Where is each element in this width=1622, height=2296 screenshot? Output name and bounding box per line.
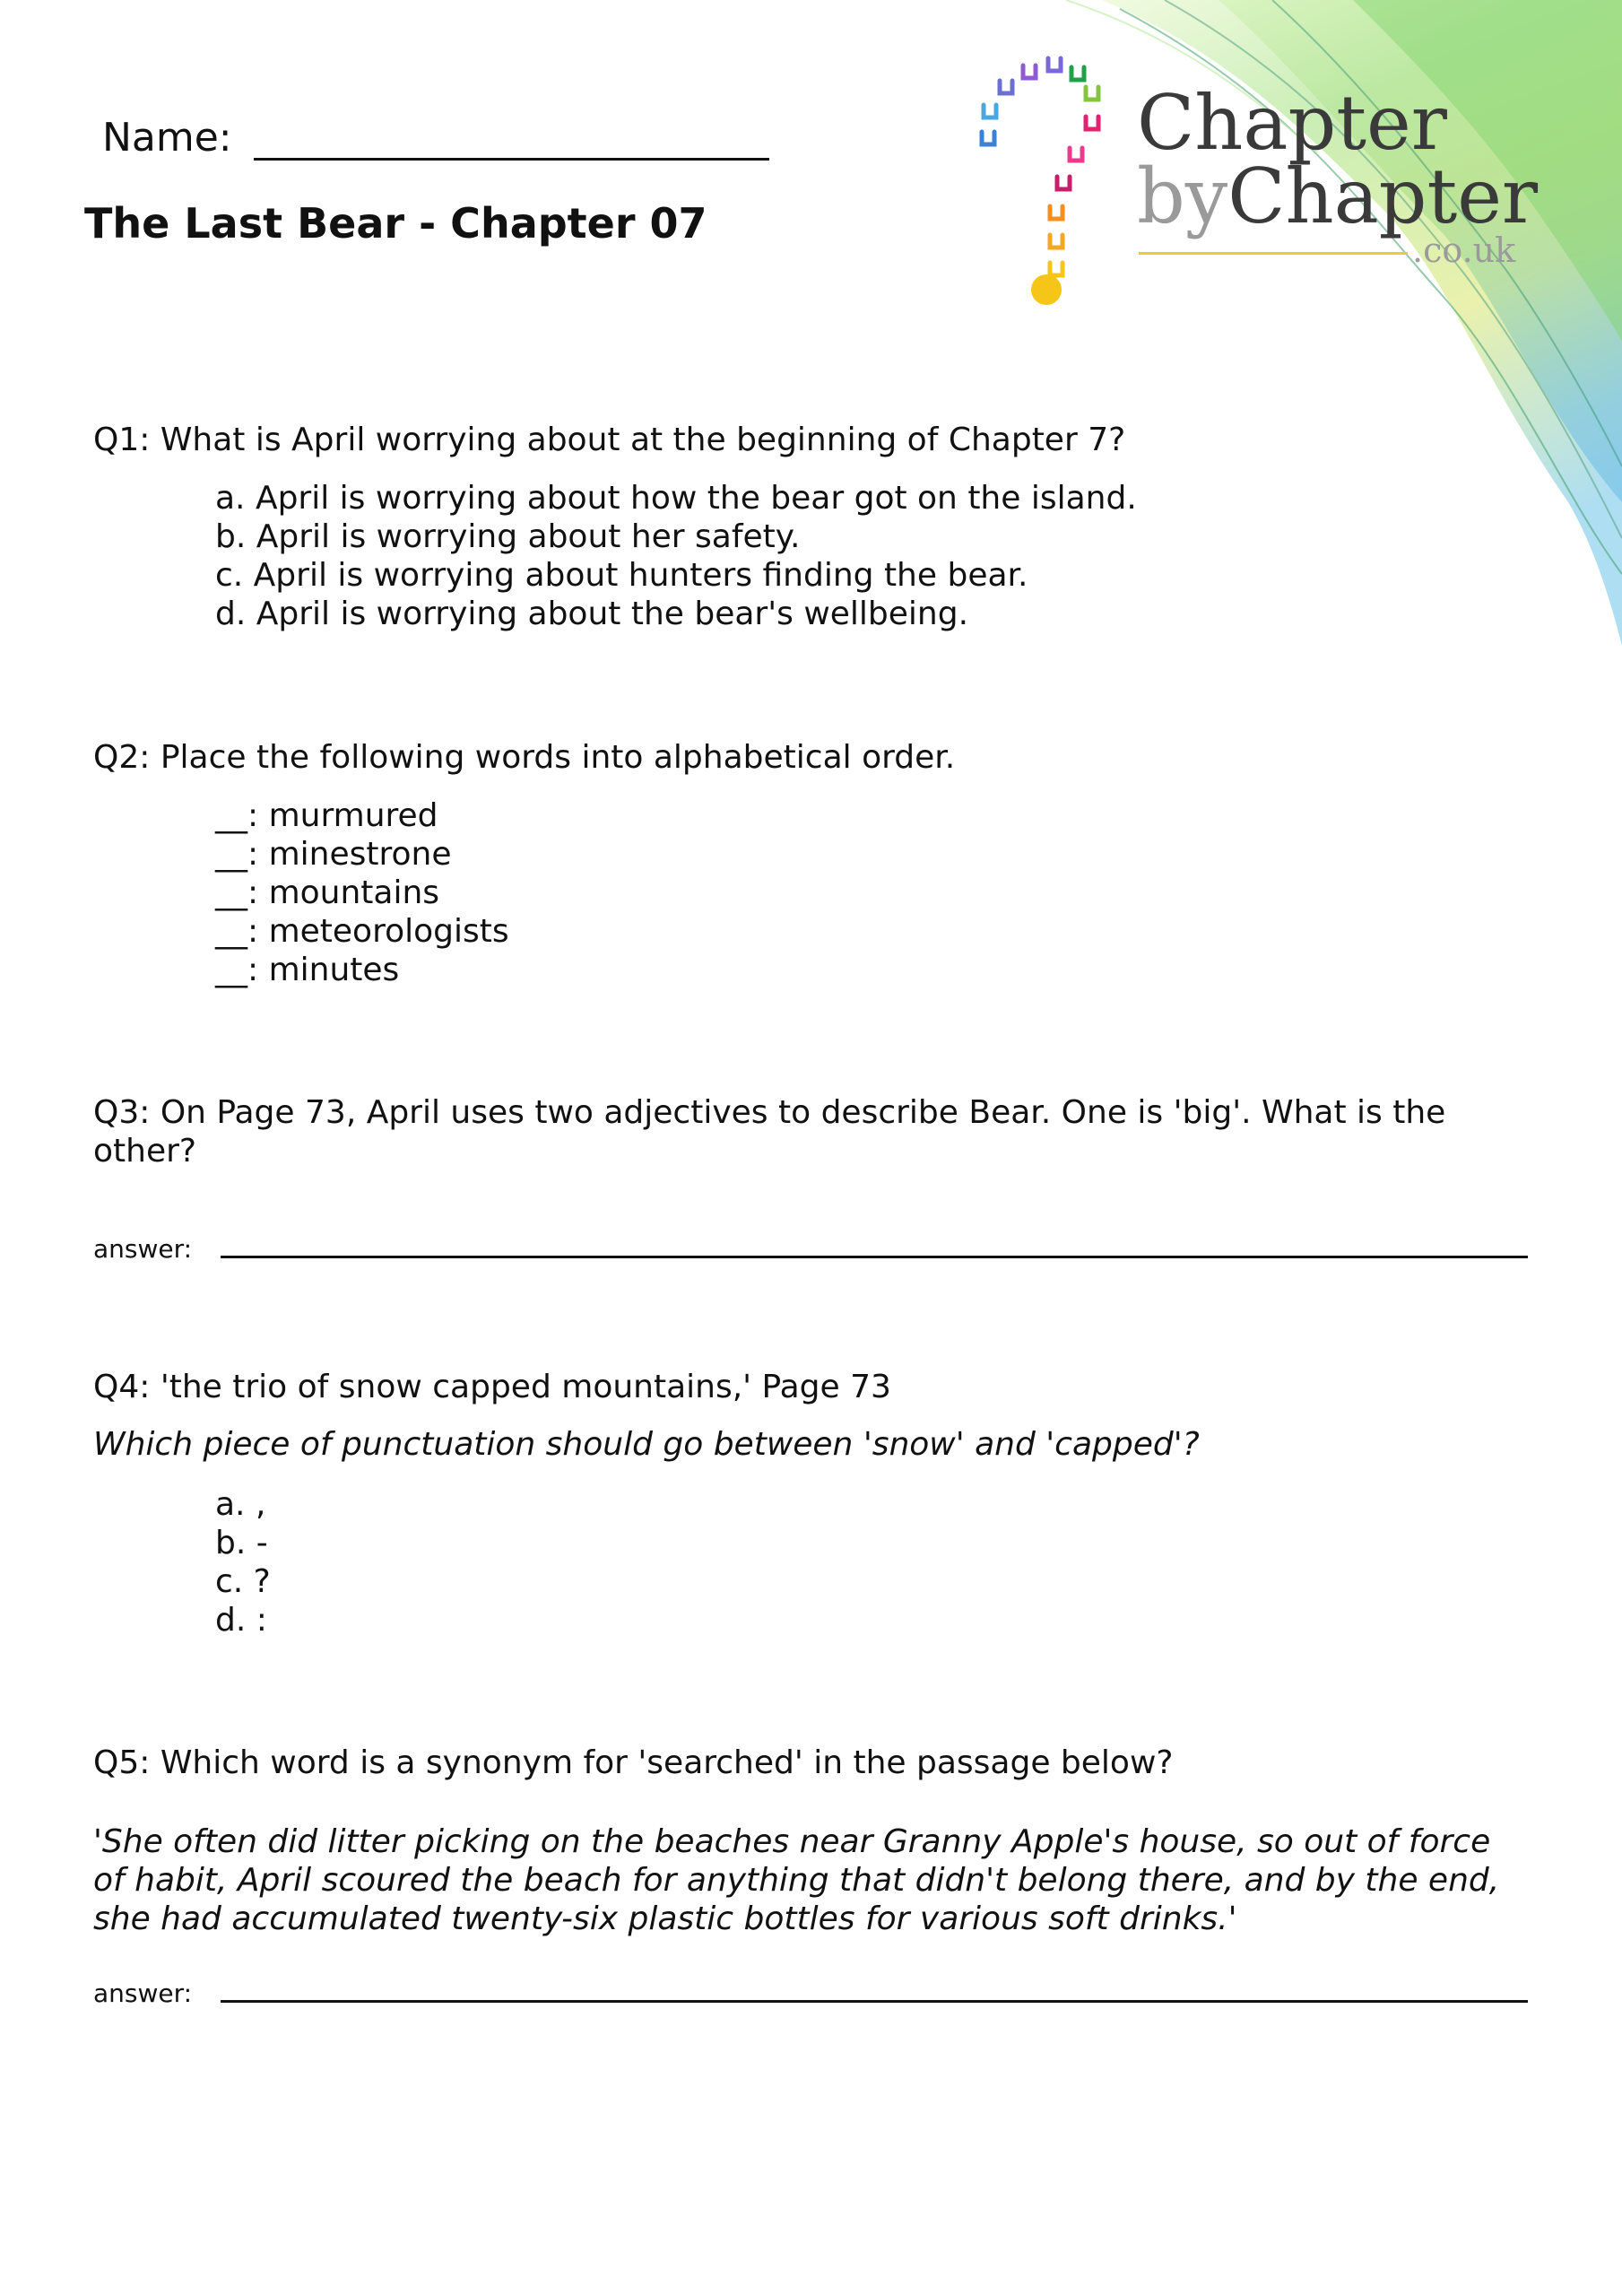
q1-question: Q1: What is April worrying about at the beginning of Chapter 7? — [93, 422, 1126, 458]
q2-word-3[interactable]: __: mountains — [215, 874, 440, 911]
logo-text-couk: .co.uk — [1412, 230, 1516, 270]
q3-answer-line[interactable] — [221, 1256, 1528, 1258]
q2-options — [215, 796, 509, 989]
q2-word-5[interactable]: __: minutes — [215, 952, 400, 988]
q4-options — [215, 1485, 271, 1639]
q5-passage-line: of habit, April scoured the beach for anything that didn't belong there, and by the end, — [93, 1862, 1500, 1899]
q2-question: Q2: Place the following words into alphabetical order. — [93, 739, 956, 776]
worksheet-title: The Last Bear - Chapter 07 — [84, 199, 707, 248]
q3-question-line1: Q3: On Page 73, April uses two adjectives to describe Bear. One is 'big'. What is the — [93, 1094, 1446, 1131]
logo-text-bychapter: byChapter — [1137, 152, 1539, 240]
q3-question-line2: other? — [93, 1133, 197, 1170]
q5-passage-line: she had accumulated twenty-six plastic bottles for various soft drinks.' — [93, 1900, 1237, 1937]
q4-option-d[interactable]: d. : — [215, 1602, 267, 1639]
q1-option-b[interactable]: b. April is worrying about her safety. — [215, 518, 801, 555]
q1-option-d[interactable]: d. April is worrying about the bear's wellbeing. — [215, 596, 969, 632]
q5-passage — [93, 1822, 1499, 1938]
name-input-line[interactable] — [254, 118, 769, 161]
q5-passage-line: 'She often did litter picking on the beaches near Granny Apple's house, so out of force — [93, 1823, 1491, 1860]
logo-text-chapter: Chapter — [1137, 79, 1447, 167]
q1-option-c[interactable]: c. April is worrying about hunters finding the bear. — [215, 557, 1028, 594]
name-field — [102, 115, 769, 161]
q2-word-2[interactable]: __: minestrone — [215, 836, 452, 873]
q5-answer-label: answer: — [93, 1979, 193, 2008]
q4-option-b[interactable]: b. - — [215, 1525, 268, 1561]
q4-question: Q4: 'the trio of snow capped mountains,' Page 73 — [93, 1369, 891, 1405]
logo-underline — [1139, 252, 1408, 255]
q4-option-c[interactable]: c. ? — [215, 1563, 271, 1600]
name-label: Name: — [102, 115, 232, 161]
q4-instruction: Which piece of punctuation should go between 'snow' and 'capped'? — [93, 1426, 1200, 1463]
q5-question: Q5: Which word is a synonym for 'searched' in the passage below? — [93, 1744, 1174, 1781]
q2-word-1[interactable]: __: murmured — [215, 797, 438, 834]
q3-answer-label: answer: — [93, 1234, 193, 1264]
q2-word-4[interactable]: __: meteorologists — [215, 913, 509, 950]
q1-option-a[interactable]: a. April is worrying about how the bear got on the island. — [215, 480, 1137, 517]
q4-option-a[interactable]: a. , — [215, 1486, 266, 1523]
q5-answer-line[interactable] — [221, 2000, 1528, 2003]
q1-options — [215, 479, 1137, 633]
